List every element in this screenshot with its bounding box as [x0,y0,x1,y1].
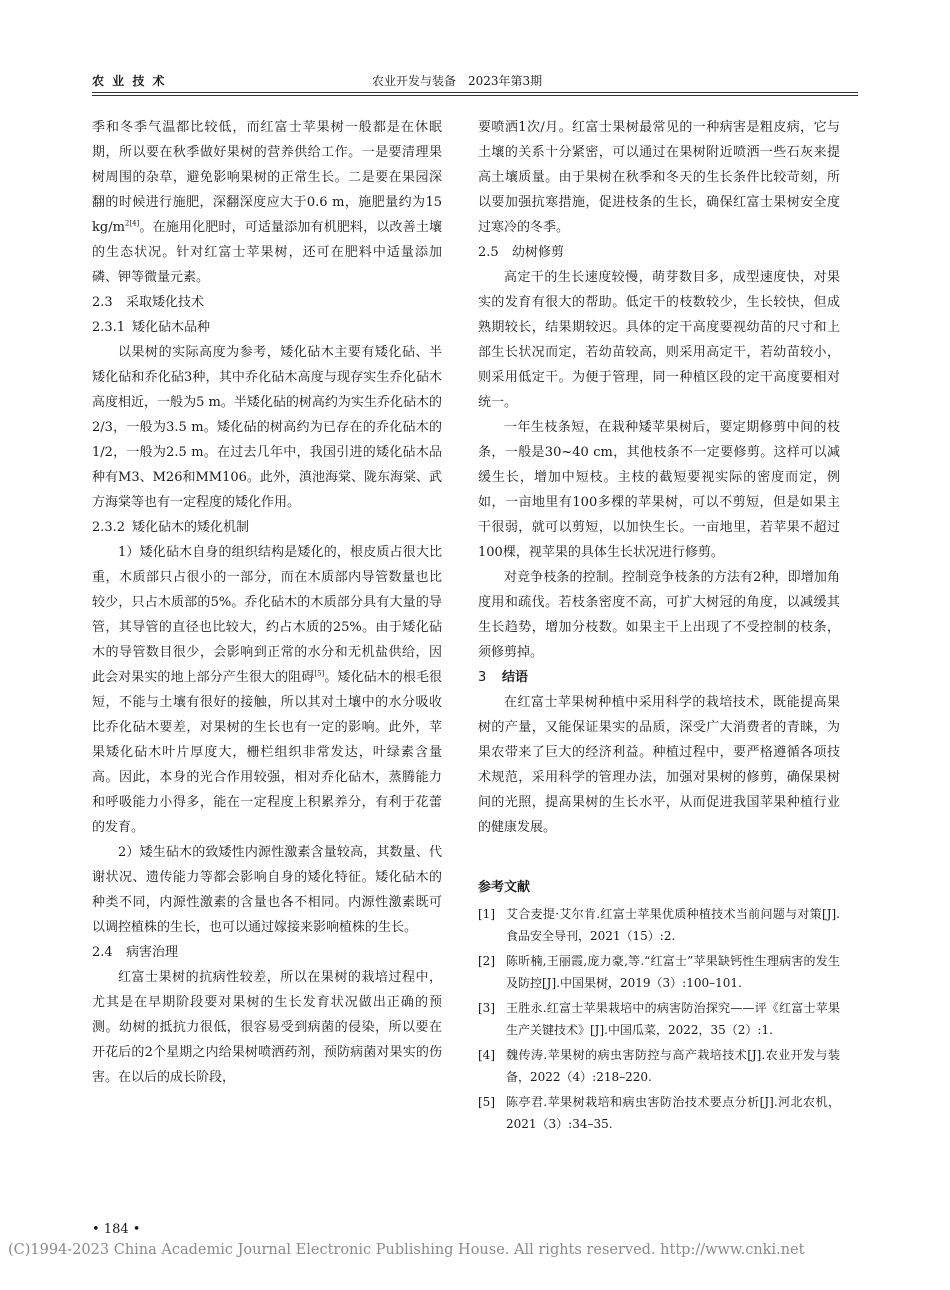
reference-item: [4] 魏传涛.苹果树的病虫害防控与高产栽培技术[J].农业开发与装备，2022（4）:218–220. [478,1048,840,1084]
references-list [478,903,840,1135]
paragraph: 对竞争枝条的控制。控制竞争枝条的方法有2种，即增加角度用和疏伐。若枝条密度不高，可扩大树冠的角度，以减缓其生长趋势，增加分枝数。如果主干上出现了不受控制的枝条，须修剪掉。 [478,570,840,660]
left-column [92,115,442,1090]
paragraph: 季和冬季气温都比较低，而红富士苹果树一般都是在休眠期，所以要在秋季做好果树的营养供给工作。一是要清理果树周围的杂草，避免影响果树的正常生长。二是要在果园深翻的时候进行施肥，深翻深度应大于0.6 m，施肥量约为15 $kg/m^{2[4]}$。在施用化肥时，可适量添加有机肥料，以改善土壤的生态状况。针对红富士苹果树，还可在肥料中适量添加磷、钾等微量元素。 [92,120,442,285]
subsection-heading: 2.3.2 矮化砧木的矮化机制 [92,520,250,535]
header-divider [92,92,858,93]
references-heading: 参考文献 [478,880,531,895]
section-heading: 3 结语 [478,670,529,685]
journal-title: 农业开发与装备 2023年第3期 [372,74,543,88]
section-heading: 2.3 采取矮化技术 [92,295,205,310]
right-column [478,115,840,1138]
paragraph: 高定干的生长速度较慢，萌芽数目多，成型速度快，对果实的发育有很大的帮助。低定干的枝数较少，生长较快，但成熟期较长，结果期较迟。具体的定干高度要视幼苗的尺寸和上部生长状况而定，若幼苗较高，则采用高定干，若幼苗较小，则采用低定干。为便于管理，同一种植区段的定干高度要相对统一。 [478,270,840,410]
page-number: • 184 • [92,1222,141,1237]
reference-item: [5] 陈亭君.苹果树栽培和病虫害防治技术要点分析[J].河北农机，2021（3）:34–35. [478,1095,840,1131]
paragraph: 在红富士苹果树种植中采用科学的栽培技术，既能提高果树的产量，又能保证果实的品质，深受广大消费者的青睐，为果农带来了巨大的经济利益。种植过程中，要严格遵循各项技术规范，采用科学的管理办法，加强对果树的修剪，确保果树间的光照，提高果树的生长水平，从而促进我国苹果种植行业的健康发展。 [478,695,840,835]
section-heading: 2.4 病害治理 [92,945,179,960]
paragraph: 2）矮生砧木的致矮性内源性激素含量较高，其数量、代谢状况、遗传能力等都会影响自身的矮化特征。矮化砧木的种类不同，内源性激素的含量也各不相同。内源性激素既可以调控植株的生长，也可以通过嫁接来影响植株的生长。 [92,845,442,935]
subsection-heading: 2.3.1 矮化砧木品种 [92,320,211,335]
paragraph: 红富士果树的抗病性较差，所以在果树的栽培过程中，尤其是在早期阶段要对果树的生长发育状况做出正确的预测。幼树的抵抗力很低，很容易受到病菌的侵染，所以要在开花后的2个星期之内给果树喷洒药剂，预防病菌对果实的伤害。在以后的成长阶段， [92,970,442,1085]
reference-item: [1] 艾合麦提·艾尔肯.红富士苹果优质种植技术当前问题与对策[J].食品安全导刊，2021（15）:2. [478,907,840,943]
copyright-notice: (C)1994-2023 China Academic Journal Electronic Publishing House. All rights reserved. http://www.cnki.net [8,1242,805,1258]
header-divider-thin [92,95,858,96]
paragraph: 一年生枝条短，在栽种矮苹果树后，要定期修剪中间的枝条，一般是30~40 cm，其他枝条不一定要修剪。这样可以减缓生长，增加中短枝。主枝的截短要视实际的密度而定，例如，一亩地里有100多棵的苹果树，可以不剪短，但是如果主干很弱，就可以剪短，以加快生长。一亩地里，若苹果不超过100棵，视苹果的具体生长状况进行修剪。 [478,420,840,560]
reference-item: [3] 王胜永.红富士苹果栽培中的病害防治探究——评《红富士苹果生产关键技术》[J].中国瓜菜，2022，35（2）:1. [478,1001,840,1037]
paragraph: 要喷洒1次/月。红富士果树最常见的一种病害是粗皮病，它与土壤的关系十分紧密，可以通过在果树附近喷洒一些石灰来提高土壤质量。由于果树在秋季和冬天的生长条件比较苛刻，所以要加强抗寒措施，促进枝条的生长，确保红富士果树安全度过寒冷的冬季。 [478,120,840,235]
section-label: 农 业 技 术 [92,74,167,88]
paragraph: 以果树的实际高度为参考，矮化砧木主要有矮化砧、半矮化砧和乔化砧3种，其中乔化砧木高度与现存实生乔化砧木高度相近，一般为5 m。半矮化砧的树高约为实生乔化砧木的2/3，一般为3.5 m。矮化砧的树高约为已存在的乔化砧木的1/2，一般为2.5 m。在过去几年中，我国引进的矮化砧木品种有M3、M26和MM106。此外，滇池海棠、陇东海棠、武方海棠等也有一定程度的矮化作用。 [92,345,442,510]
reference-item: [2] 陈昕楠,王丽霞,庞力豪,等.“红富士”苹果缺钙性生理病害的发生及防控[J].中国果树，2019（3）:100–101. [478,954,840,990]
paragraph: 1）矮化砧木自身的组织结构是矮化的，根皮质占很大比重，木质部只占很小的一部分，而在木质部内导管数量也比较少，只占木质部的5%。乔化砧木的木质部分具有大量的导管，其导管的直径也比较大，约占木质的25%。由于矮化砧木的导管数目很少，会影响到正常的水分和无机盐供给，因此会对果实的地上部分产生很大的阻碍[5]。矮化砧木的根毛很短，不能与土壤有很好的接触，所以其对土壤中的水分吸收比乔化砧木要差，对果树的生长也有一定的影响。此外，苹果矮化砧木叶片厚度大，栅栏组织非常发达，叶绿素含量高。因此，本身的光合作用较强，相对乔化砧木，蒸腾能力和呼吸能力小得多，能在一定程度上积累养分，有利于花蕾的发育。 [92,545,442,835]
section-heading: 2.5 幼树修剪 [478,245,565,260]
